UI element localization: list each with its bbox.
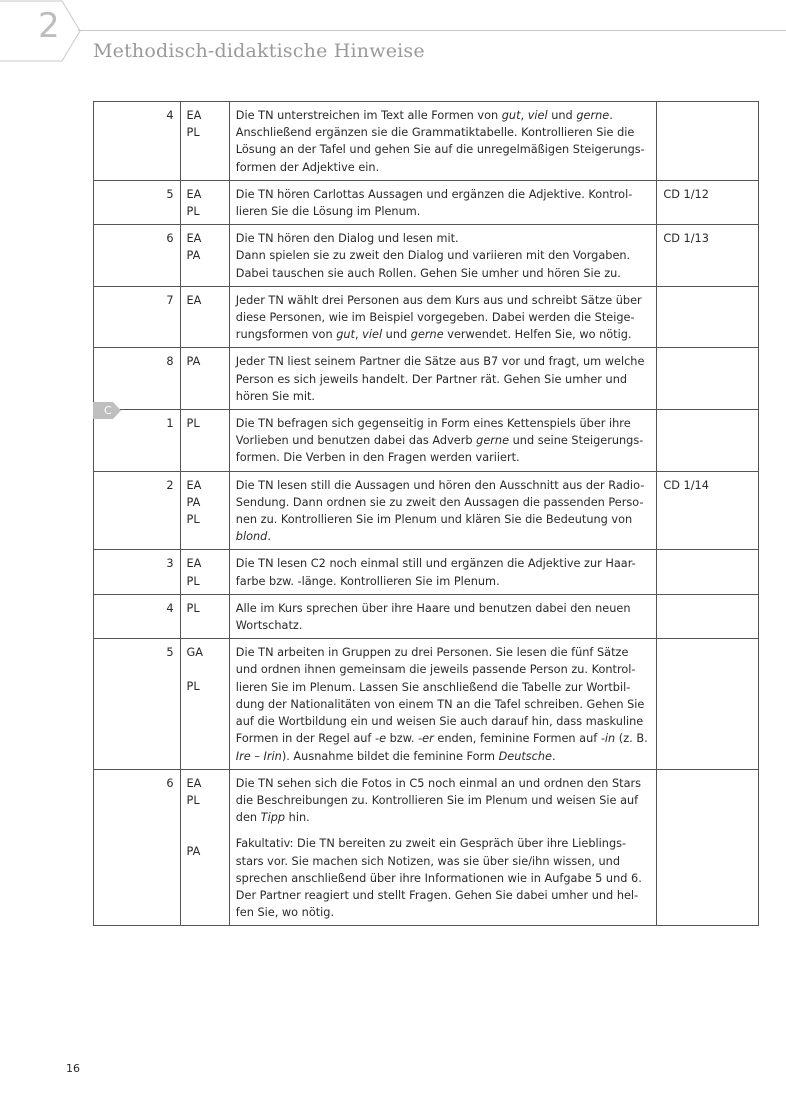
table-row <box>94 769 759 926</box>
social-form-item: PL <box>186 205 200 219</box>
social-form-item: PL <box>186 417 200 431</box>
media-reference <box>657 348 759 410</box>
social-form-item: PA <box>186 249 201 263</box>
exercise-number: 5 <box>94 639 181 769</box>
table-row <box>94 225 759 287</box>
media-reference <box>657 550 759 594</box>
table-row <box>94 639 759 769</box>
social-form-item <box>187 661 223 678</box>
table-row <box>94 550 759 594</box>
media-reference <box>657 769 759 926</box>
social-form-item: EA <box>186 293 202 307</box>
social-form-item: PA <box>186 355 201 369</box>
exercise-description: Die TN hören Carlottas Aussagen und ergänzen die Adjektive. Kontrol-lieren Sie die Lösung im Plenum. <box>229 180 657 224</box>
social-form-item: EA <box>186 232 202 246</box>
chapter-number: 2 <box>38 6 60 46</box>
table-row <box>94 594 759 638</box>
exercise-number: 6 <box>94 225 181 287</box>
social-form-item: EA <box>186 187 202 201</box>
social-form-item <box>187 809 223 826</box>
exercise-number: 5 <box>94 180 181 224</box>
social-form-item: EA <box>186 478 202 492</box>
media-reference <box>657 594 759 638</box>
exercise-number: 4 <box>94 102 181 181</box>
media-reference <box>657 102 759 181</box>
exercise-description: Die TN arbeiten in Gruppen zu drei Personen. Sie lesen die fünf Sätze und ordnen ihnen gemeinsam die jeweils passende Person zu. Kontrol-lieren Sie im Plenum. Lassen Sie anschließend die Tabelle zur Wortbil-dung der Nationalitäten von einem TN an die Tafel schreiben. Gehen Sie auf die Wortbildung ein und weisen Sie auch darauf hin, dass maskuline Formen in der Regel auf -e bzw. -er enden, feminine Formen auf -in (z. B. Ire – Irin). Ausnahme bildet die feminine Form Deutsche. <box>229 639 657 769</box>
section-marker-letter: C <box>104 404 112 417</box>
exercise-description: Die TN lesen C2 noch einmal still und ergänzen die Adjektive zur Haar-farbe bzw. -länge. Kontrollieren Sie im Plenum. <box>229 550 657 594</box>
social-form-item: EA <box>186 557 202 571</box>
social-form-item: PL <box>186 793 200 807</box>
table-row <box>94 348 759 410</box>
social-form <box>180 180 229 224</box>
social-form <box>180 769 229 926</box>
table-row <box>94 102 759 181</box>
social-form <box>180 410 229 472</box>
social-form-item: PL <box>186 126 200 140</box>
exercise-number: 3 <box>94 550 181 594</box>
media-reference <box>657 286 759 348</box>
table-row <box>94 410 759 472</box>
exercise-description: Jeder TN wählt drei Personen aus dem Kurs aus und schreibt Sätze über diese Personen, wie im Beispiel vorgegeben. Dabei werden die Steige-rungsformen von gut, viel und gerne verwendet. Helfen Sie, wo nötig. <box>229 286 657 348</box>
media-reference <box>657 410 759 472</box>
media-reference: CD 1/14 <box>657 471 759 550</box>
table-row <box>94 180 759 224</box>
exercise-description: Die TN unterstreichen im Text alle Formen von gut, viel und gerne. Anschließend ergänzen sie die Grammatiktabelle. Kontrollieren Sie die Lösung an der Tafel und gehen Sie auf die unregelmäßigen Steigerungs-formen der Adjektive ein. <box>229 102 657 181</box>
exercise-description: Die TN sehen sich die Fotos in C5 noch einmal an und ordnen den Stars die Beschreibungen zu. Kontrollieren Sie im Plenum und weisen Sie auf den Tipp hin. Fakultativ: Die TN bereiten zu zweit ein Gespräch über ihre Lieblings-stars vor. Sie machen sich Notizen, was sie über sie/ihn wissen, und sprechen anschließend über ihre Informationen wie in Aufgabe 5 und 6. Der Partner reagiert und stellt Fragen. Gehen Sie dabei umher und hel-fen Sie, wo nötig. <box>229 769 657 926</box>
exercise-description: Jeder TN liest seinem Partner die Sätze aus B7 vor und fragt, um welche Person es sich jeweils handelt. Der Partner rät. Gehen Sie umher und hören Sie mit. <box>229 348 657 410</box>
media-reference: CD 1/12 <box>657 180 759 224</box>
exercise-description: Die TN hören den Dialog und lesen mit. Dann spielen sie zu zweit den Dialog und variieren mit den Vorgaben. Dabei tauschen sie auch Rollen. Gehen Sie umher und hören Sie zu. <box>229 225 657 287</box>
exercise-number: 4 <box>94 594 181 638</box>
social-form <box>180 348 229 410</box>
media-reference: CD 1/13 <box>657 225 759 287</box>
social-form <box>180 471 229 550</box>
lesson-table <box>93 101 759 926</box>
page-number: 16 <box>66 1062 80 1075</box>
social-form-item: PL <box>186 601 200 615</box>
social-form-item: EA <box>186 776 202 790</box>
media-reference <box>657 639 759 769</box>
exercise-number: 8 <box>94 348 181 410</box>
page-title: Methodisch-didaktische Hinweise <box>93 40 425 62</box>
social-form-item <box>187 826 223 843</box>
exercise-number: 6 <box>94 769 181 926</box>
social-form-item: PL <box>186 574 200 588</box>
social-form-item: PA <box>186 845 201 859</box>
social-form-item: GA <box>186 646 203 660</box>
social-form <box>180 102 229 181</box>
exercise-description: Die TN lesen still die Aussagen und hören den Ausschnitt aus der Radio-Sendung. Dann ordnen sie zu zweit den Aussagen die passenden Perso-nen zu. Kontrollieren Sie im Plenum und klären Sie die Bedeutung von blond. <box>229 471 657 550</box>
social-form-item: PL <box>186 513 200 527</box>
header-rule <box>78 30 786 31</box>
table-row <box>94 471 759 550</box>
social-form-item: PL <box>186 680 200 694</box>
social-form <box>180 550 229 594</box>
table-row <box>94 286 759 348</box>
exercise-number: 2 <box>94 471 181 550</box>
social-form <box>180 594 229 638</box>
social-form-item: PA <box>186 495 201 509</box>
exercise-description: Alle im Kurs sprechen über ihre Haare und benutzen dabei den neuen Wortschatz. <box>229 594 657 638</box>
exercise-number: 1 <box>94 410 181 472</box>
social-form <box>180 225 229 287</box>
exercise-description: Die TN befragen sich gegenseitig in Form eines Kettenspiels über ihre Vorlieben und benutzen dabei das Adverb gerne und seine Steigerungs-formen. Die Verben in den Fragen werden variiert. <box>229 410 657 472</box>
social-form <box>180 639 229 769</box>
exercise-number: 7 <box>94 286 181 348</box>
social-form <box>180 286 229 348</box>
social-form-item: EA <box>186 109 202 122</box>
